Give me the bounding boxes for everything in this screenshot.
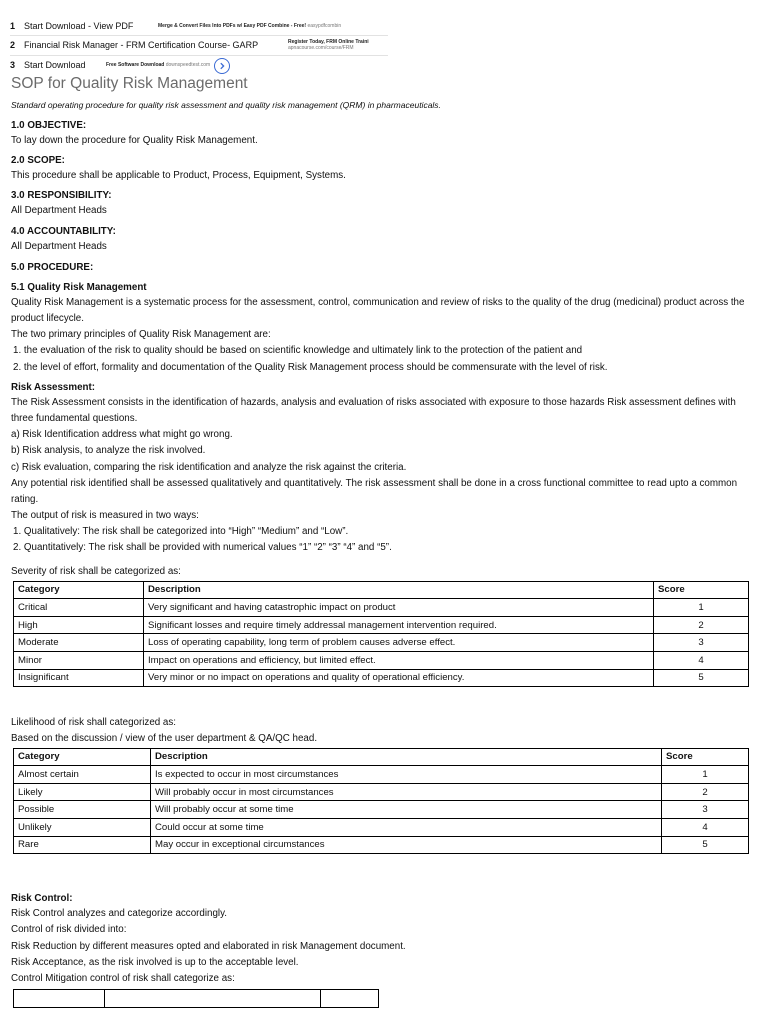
paragraph: c) Risk evaluation, comparing the risk identification and analyze the risk against the criteria. xyxy=(11,461,407,473)
table-row xyxy=(14,634,749,652)
ad-link[interactable]: Start Download xyxy=(24,59,86,70)
subsection-heading: Risk Assessment: xyxy=(11,381,96,393)
ad-link[interactable]: Financial Risk Manager - FRM Certification Course- GARP xyxy=(24,40,259,51)
paragraph: The Risk Assessment consists in the identification of hazards, analysis and evaluation of risks associated with exposure to those hazards Risk assessment defines with three fundamental questions. xyxy=(11,396,736,425)
paragraph: Any potential risk identified shall be assessed qualitatively and quantitatively. The risk assessment shall be done in a cross functional committee to read upto a common rating. xyxy=(11,477,738,506)
list-item: 2. Quantitatively: The risk shall be provided with numerical values “1” “2” “3” “4” and “5”. xyxy=(13,542,392,554)
paragraph: The two primary principles of Quality Risk Management are: xyxy=(11,329,271,341)
ad-description[interactable] xyxy=(154,23,390,29)
cell-score: 4 xyxy=(654,652,749,670)
ad-item[interactable] xyxy=(10,36,390,56)
paragraph: Risk Control analyzes and categorize accordingly. xyxy=(11,908,228,920)
column-header: Score xyxy=(662,748,749,766)
cell-description: Very significant and having catastrophic impact on product xyxy=(144,599,654,617)
ad-item[interactable] xyxy=(10,16,390,36)
ad-url: apnacourse.com/course/FRM xyxy=(288,45,354,52)
cell-score: 3 xyxy=(662,801,749,819)
ad-link[interactable]: Start Download - View PDF xyxy=(24,20,134,31)
cell-category: Almost certain xyxy=(14,766,151,784)
divider xyxy=(10,35,388,36)
paragraph: To lay down the procedure for Quality Risk Management. xyxy=(11,135,258,146)
section-heading: 1.0 OBJECTIVE: xyxy=(11,120,87,131)
cell-category: Insignificant xyxy=(14,669,144,687)
cell-score: 4 xyxy=(662,819,749,837)
ad-number: 1 xyxy=(10,20,16,31)
table-row xyxy=(14,990,379,1008)
cell-description: May occur in exceptional circumstances xyxy=(151,836,662,854)
ad-description[interactable] xyxy=(284,39,390,51)
chevron-right-circle-icon[interactable] xyxy=(214,58,230,74)
ad-number: 2 xyxy=(10,40,16,51)
ad-description[interactable] xyxy=(102,62,210,68)
table-cell xyxy=(321,990,379,1008)
cell-description: Impact on operations and efficiency, but limited effect. xyxy=(144,652,654,670)
table-row xyxy=(14,669,749,687)
list-item: 2. the level of effort, formality and documentation of the Quality Risk Management process should be commensurate with the level of risk. xyxy=(13,361,608,373)
cell-description: Could occur at some time xyxy=(151,819,662,837)
cell-description: Will probably occur at some time xyxy=(151,801,662,819)
paragraph: a) Risk Identification address what might go wrong. xyxy=(11,429,233,441)
ad-list xyxy=(10,16,390,75)
column-header: Score xyxy=(654,581,749,599)
cell-score: 2 xyxy=(662,783,749,801)
table-row xyxy=(14,801,749,819)
control-table xyxy=(13,989,379,1008)
table-row xyxy=(14,836,749,854)
cell-description: Very minor or no impact on operations and quality of operational efficiency. xyxy=(144,669,654,687)
paragraph: Control of risk divided into: xyxy=(11,924,127,936)
list-item: 1. Qualitatively: The risk shall be categorized into “High” “Medium” and “Low”. xyxy=(13,526,349,538)
ad-description-text: Register Today, FRM Online Traini xyxy=(288,39,369,46)
cell-score: 2 xyxy=(654,616,749,634)
cell-score: 1 xyxy=(654,599,749,617)
cell-category: Likely xyxy=(14,783,151,801)
table-caption: Severity of risk shall be categorized as: xyxy=(11,566,181,578)
ad-number: 3 xyxy=(10,59,16,70)
cell-category: Moderate xyxy=(14,634,144,652)
section-heading: 5.0 PROCEDURE: xyxy=(11,261,94,273)
cell-score: 5 xyxy=(654,669,749,687)
cell-category: Rare xyxy=(14,836,151,854)
ad-description-text: Merge & Convert Files Into PDFs w/ Easy PDF Combine - Free! xyxy=(158,22,307,29)
section-heading: 4.0 ACCOUNTABILITY: xyxy=(11,225,116,237)
cell-description: Loss of operating capability, long term of problem causes adverse effect. xyxy=(144,634,654,652)
table-cell xyxy=(105,990,321,1008)
table-cell xyxy=(14,990,105,1008)
table-header-row xyxy=(14,581,749,599)
paragraph: Risk Reduction by different measures opted and elaborated in risk Management document. xyxy=(11,940,406,952)
cell-description: Will probably occur in most circumstances xyxy=(151,783,662,801)
paragraph: All Department Heads xyxy=(11,205,107,217)
page-title: SOP for Quality Risk Management xyxy=(11,75,248,92)
paragraph: Quality Risk Management is a systematic process for the assessment, control, communication and review of risks to the quality of the drug (medicinal) product across the product lifecycle. xyxy=(11,296,745,325)
cell-category: Possible xyxy=(14,801,151,819)
table-row xyxy=(14,652,749,670)
paragraph: Control Mitigation control of risk shall categorize as: xyxy=(11,973,235,984)
ad-url: downspeedtest.com xyxy=(164,61,211,68)
paragraph: Based on the discussion / view of the user department & QA/QC head. xyxy=(11,733,318,745)
paragraph: Risk Acceptance, as the risk involved is up to the acceptable level. xyxy=(11,956,299,968)
cell-category: Critical xyxy=(14,599,144,617)
paragraph: This procedure shall be applicable to Product, Process, Equipment, Systems. xyxy=(11,170,346,182)
page-subtitle: Standard operating procedure for quality risk assessment and quality risk management (QRM) in pharmaceuticals. xyxy=(11,100,441,110)
table-row xyxy=(14,599,749,617)
section-heading: 3.0 RESPONSIBILITY: xyxy=(11,190,112,202)
table-caption: Likelihood of risk shall categorized as: xyxy=(11,717,177,729)
section-heading: 2.0 SCOPE: xyxy=(11,155,65,167)
subsection-heading: 5.1 Quality Risk Management xyxy=(11,281,147,293)
column-header: Category xyxy=(14,581,144,599)
divider xyxy=(10,55,388,56)
ad-item[interactable] xyxy=(10,55,390,75)
list-item: 1. the evaluation of the risk to quality should be based on scientific knowledge and ultimately link to the protection of the patient and xyxy=(13,345,583,357)
cell-score: 3 xyxy=(654,634,749,652)
ad-url: easypdfcombin xyxy=(306,22,342,29)
cell-description: Is expected to occur in most circumstances xyxy=(151,766,662,784)
table-row xyxy=(14,766,749,784)
table-row xyxy=(14,616,749,634)
cell-score: 1 xyxy=(662,766,749,784)
table-row xyxy=(14,783,749,801)
cell-description: Significant losses and require timely addressal management intervention required. xyxy=(144,616,654,634)
column-header: Category xyxy=(14,748,151,766)
ad-description-text: Free Software Download xyxy=(106,61,165,68)
document xyxy=(11,74,751,1008)
paragraph: All Department Heads xyxy=(11,240,107,252)
cell-category: Unlikely xyxy=(14,819,151,837)
cell-score: 5 xyxy=(662,836,749,854)
column-header: Description xyxy=(144,581,654,599)
table-header-row xyxy=(14,748,749,766)
paragraph: b) Risk analysis, to analyze the risk involved. xyxy=(11,445,206,457)
severity-table xyxy=(13,581,749,688)
column-header: Description xyxy=(151,748,662,766)
cell-category: High xyxy=(14,616,144,634)
likelihood-table xyxy=(13,748,749,855)
paragraph: The output of risk is measured in two ways: xyxy=(11,510,199,522)
cell-category: Minor xyxy=(14,652,144,670)
table-row xyxy=(14,819,749,837)
subsection-heading: Risk Control: xyxy=(11,893,73,905)
